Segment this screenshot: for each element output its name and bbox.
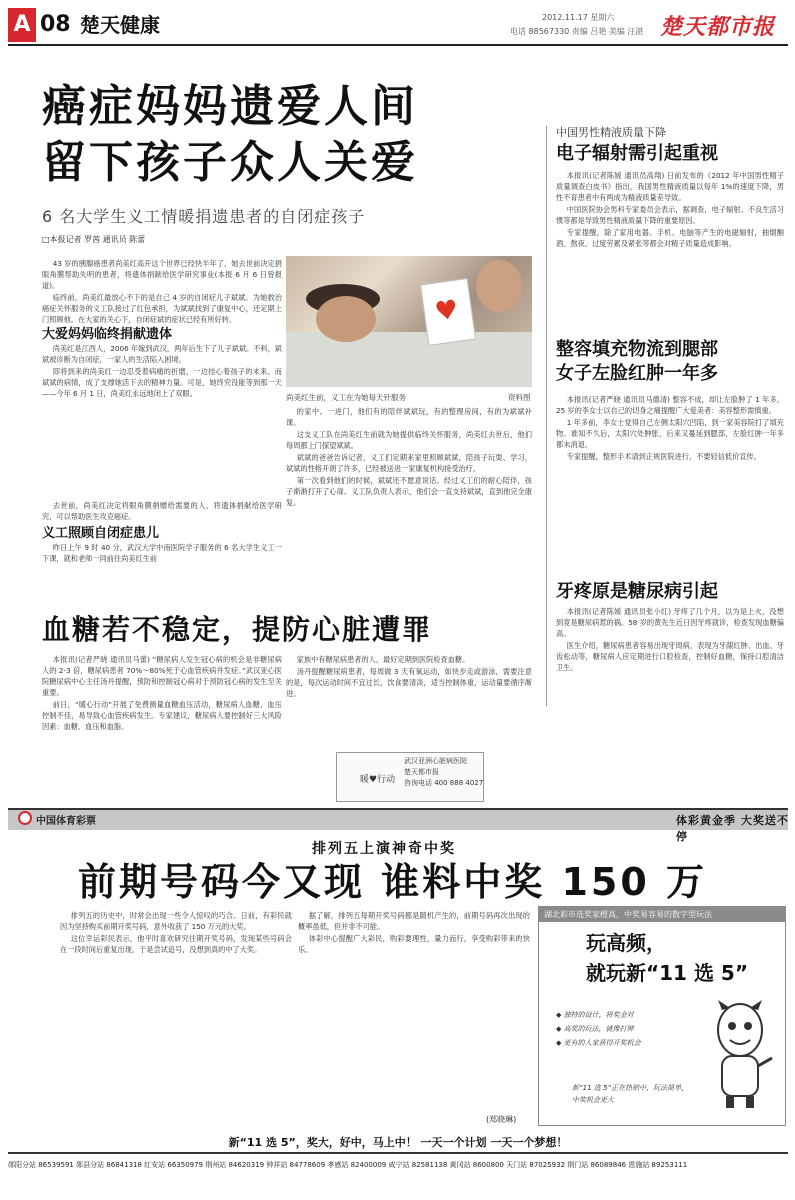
- horse-mascot-icon: [700, 1000, 776, 1110]
- promo-feature: ◆ 高奖的玩法，就像打牌: [556, 1025, 634, 1033]
- paragraph: 斌斌的爸爸告诉记者，义工们定期来家里照顾斌斌，陪孩子玩耍、学习，斌斌的性格开朗了许多，已经被送进一家康复机构接受治疗。: [286, 453, 532, 473]
- article2-column1: [42, 654, 282, 733]
- ad-partner: 楚天都市报: [404, 768, 439, 776]
- ad-phone: 咨询电话 400 888 4027: [404, 779, 484, 787]
- article1-column1: [42, 258, 282, 400]
- paragraph: 这支义工队在尚美红生前就为她提供临终关怀服务，尚美红去世后，他们每周都上门探望斌斌。: [286, 430, 532, 450]
- lottery-headline: 前期号码今又现 谁料中奖 150 万: [78, 860, 708, 904]
- page-number: 08: [40, 12, 71, 37]
- article1-column1-bottom: [42, 500, 282, 565]
- paragraph: 专家提醒，除了家用电器、手机、电脑等产生的电磁辐射，抽烟酗酒、熬夜、过度劳累及紧张等都会对精子质量造成影响。: [556, 228, 784, 248]
- lottery-band: [8, 808, 788, 830]
- newspaper-logo: 楚天都市报: [660, 14, 776, 40]
- lottery-tagline: 体彩黄金季 大奖送不停: [676, 814, 789, 843]
- paragraph: 体彩中心提醒广大彩民，购彩要理性，量力而行，享受购彩带来的快乐。: [298, 934, 530, 954]
- paragraph: 本报讯(记者陈媛 通讯员高翔) 日前发布的《2012 年中国男性精子质量调查白皮书》指出，我国男性精液质量以每年 1%的速度下降，男性不育患者中有两成为精液质量差导致。: [556, 171, 784, 202]
- brief3-title: 牙疼原是糖尿病引起: [556, 581, 718, 602]
- lottery-kicker: 排列五上演神奇中奖: [312, 841, 456, 857]
- promo-feature: ◆ 更有的人家获得开奖机会: [556, 1039, 641, 1047]
- promo-header: 湖北彩市选奖家橙高，中奖易容易的数字型玩法: [544, 910, 712, 919]
- promo-features: [556, 1008, 692, 1050]
- lottery-column1: [60, 910, 292, 956]
- headline-line1: 癌症妈妈遗爱人间: [42, 81, 418, 132]
- editors-line: 电话 88567330 责编 吕艳 美编 汪湛: [510, 27, 644, 36]
- brief1-kicker: 中国男性精液质量下降: [556, 126, 666, 139]
- paragraph: 汤丹提醒糖尿病患者，每周做 3 天有氧运动，如快步走或游泳，需要注意的是，每次运动时间不宜过长，饮食要清淡，适当控制体重，运动量要循序渐进。: [286, 667, 532, 698]
- paragraph: 的家中。一进门，他们有的陪伴斌斌玩，有的整理房间，有的为斌斌补课。: [286, 407, 532, 427]
- headline-line2: 留下孩子众人关爱: [42, 137, 418, 188]
- section-badge: A: [8, 8, 36, 42]
- brief2-body: [556, 394, 784, 463]
- paragraph: 第一次看到他们的时候，斌斌还不愿意说话。经过义工们的耐心陪伴，孩子渐渐打开了心扉。义工队负责人表示，他们会一直支持斌斌，直到他完全康复。: [286, 476, 532, 507]
- paragraph: 尚美红是江西人，2006 年嫁到武汉，两年后生下了儿子斌斌。不料，斌斌被诊断为自闭症，一家人的生活陷入困境。: [42, 344, 282, 364]
- ad-hospital: 武汉亚洲心脏病医院: [404, 757, 467, 765]
- brief3-body: [556, 606, 784, 674]
- lottery-byline: (郑晓琳): [486, 1115, 517, 1124]
- brief1-title: 电子辐射需引起重视: [556, 143, 718, 164]
- paragraph: 本报讯(记者严晓 通讯员马德清) 整容不成，却让左脸肿了 1 年多。25 岁的李女士以自己的切身之痛提醒广大爱美者：美容整形需慎重。: [556, 395, 784, 415]
- lottery-logo-icon: [18, 811, 32, 825]
- brief2-title-line2: 女子左脸红肿一年多: [556, 363, 718, 384]
- article1-column2: [286, 406, 532, 509]
- news-photo: ♥: [286, 256, 532, 387]
- paragraph: 1 年多前，李女士觉得自己左侧太阳穴凹陷，到一家美容院打了填充物。谁知不久后，太阳穴处肿胀，后来又蔓延到腮部，左脸红肿一年多都未消退。: [556, 418, 784, 449]
- lottery-column2: [298, 910, 530, 956]
- brief1-body: [556, 170, 784, 250]
- photo-credit: 资料图: [508, 393, 531, 402]
- section-name: 楚天健康: [80, 13, 160, 37]
- article2-headline: 血糖若不稳定，提防心脏遭罪: [42, 613, 433, 646]
- paragraph: 专家提醒，整形手术请到正规医院进行，不要轻信低价宣传。: [566, 452, 761, 461]
- paragraph: 家族中有糖尿病患者的人，最好定期到医院检查血糖。: [296, 655, 470, 664]
- brief2-title-line1: 整容填充物流到腮部: [556, 339, 718, 360]
- article2-column2: [286, 654, 532, 700]
- paragraph: 这位幸运彩民表示，他平时喜欢研究往期开奖号码，发现某些号码会在一段时间后重复出现，于是尝试追号，没想到真的中了大奖。: [60, 934, 292, 954]
- paragraph: 本报讯(记者陈媛 通讯员张小红) 牙疼了几个月，以为是上火，没想到竟是糖尿病惹的祸。58 岁的黄先生近日因牙疼就诊，检查发现血糖偏高。: [556, 607, 784, 638]
- paragraph: 昨日上午 9 时 40 分，武汉大学中南医院学子服务的 6 名大学生义工一下课，就和老师一同前往尚美红生前: [42, 543, 282, 563]
- paragraph: 前日，“暖心行动”开展了免费测量血糖血压活动，糖尿病人血糖、血压控制不佳，易导致心血管疾病发生。专家建议，糖尿病人要控制好三大风险因素：血糖、血压和血脂。: [42, 700, 282, 731]
- paragraph: 排列五的历史中，时常会出现一些令人惊叹的巧合。日前，有彩民就因为坚持购买前期开奖号码，意外收获了 150 万元的大奖。: [60, 911, 292, 931]
- promo-feature: ◆ 独特的设计，将奖金对: [556, 1011, 634, 1019]
- paragraph: 本报讯(记者严晓 通讯员马蕾) “糖尿病人发生冠心病的机会是非糖尿病人的 2-3 倍，糖尿病患者 70%～80%死于心血管疾病并发症。”武汉亚心医院糖尿病中心主任汤丹提醒，预防和控制冠心病对于预防冠心病的发生至关重要。: [42, 655, 282, 697]
- paragraph: 即将到来的尚美红一边忍受着病痛的折磨，一边挂心着孩子的未来。而斌斌的病情，成了支撑她活下去的精神力量。可是，她终究没能等到那一天——今年 6 月 1 日，尚美红永远地闭上了双眼。: [42, 367, 282, 398]
- lottery-footer-slogan: 新“11 选 5”，奖大，好中，马上中！ 一天一个计划 一天一个梦想！: [228, 1136, 568, 1149]
- subheading: 大爱妈妈临终捐献遗体: [42, 327, 173, 342]
- ad-slogan: 暖♥行动: [360, 775, 396, 785]
- headline-subtitle: 6 名大学生义工情暖捐遗患者的自闭症孩子: [42, 207, 366, 226]
- paragraph: 据了解，排列五每期开奖号码都是随机产生的，前期号码再次出现的概率虽低，但并非不可能。: [298, 911, 530, 931]
- paragraph: 临终前，尚美红最放心不下的是自己 4 岁的自闭症儿子斌斌。为她救治癌症关怀服务的义工队接过了红包承担，为斌斌找到了康复中心，还定期上门照顾他。在大家的关心下，自闭症斌的症状已经有所好转。: [42, 293, 282, 324]
- promo-title-line1: 玩高频，: [586, 931, 666, 955]
- column-divider: [546, 126, 547, 706]
- promo-title-line2: 就玩新“11 选 5”: [586, 961, 748, 985]
- paragraph: 去世前，尚美红决定将眼角膜捐赠给需要的人，将遗体捐献给医学研究，可以帮助医生攻克癌症。: [42, 501, 282, 521]
- paragraph: 医生介绍，糖尿病患者容易出现牙周病，表现为牙龈红肿、出血、牙齿松动等，糖尿病人应定期进行口腔检查，控制好血糖，保持口腔清洁卫生。: [556, 641, 784, 672]
- header-rule: [8, 44, 788, 46]
- photo-caption: 尚美红生前，义工在为她每天针服务: [286, 393, 406, 402]
- bureau-phone-bar: 郧阳分站 86539591 郧县分站 86841318 红安站 66350979 荆州站 84620319 钟祥站 84778609 孝感站 82400009 咸宁站 82581138 黄冈站 8600800 天门站 87025932 荆门站 86089846 恩施站 89253111: [8, 1161, 688, 1169]
- article-byline: □本报记者 罗茜 通讯员 陈蕾: [42, 235, 146, 244]
- footer-rule: [8, 1152, 788, 1154]
- paragraph: 中国医院协会男科专家委员会表示，据调查，电子辐射、不良生活习惯等都是导致男性精液质量下降的重要原因。: [556, 205, 784, 225]
- lottery-brand: 中国体育彩票: [36, 816, 96, 827]
- promo-footnote: 新“11 选 5”正在热销中，玩法简单，中奖机会更大: [572, 1084, 689, 1104]
- subheading: 义工照顾自闭症患儿: [42, 526, 160, 541]
- issue-date: 2012.11.17 星期六: [542, 13, 615, 22]
- paragraph: 43 岁的胰腺癌患者尚美红高开这个世界已经快半年了，她去世前决定捐眼角膜帮助失明的患者，将遗体捐献给医学研究事业(本报 6 月 6 日曾报道)。: [42, 259, 282, 290]
